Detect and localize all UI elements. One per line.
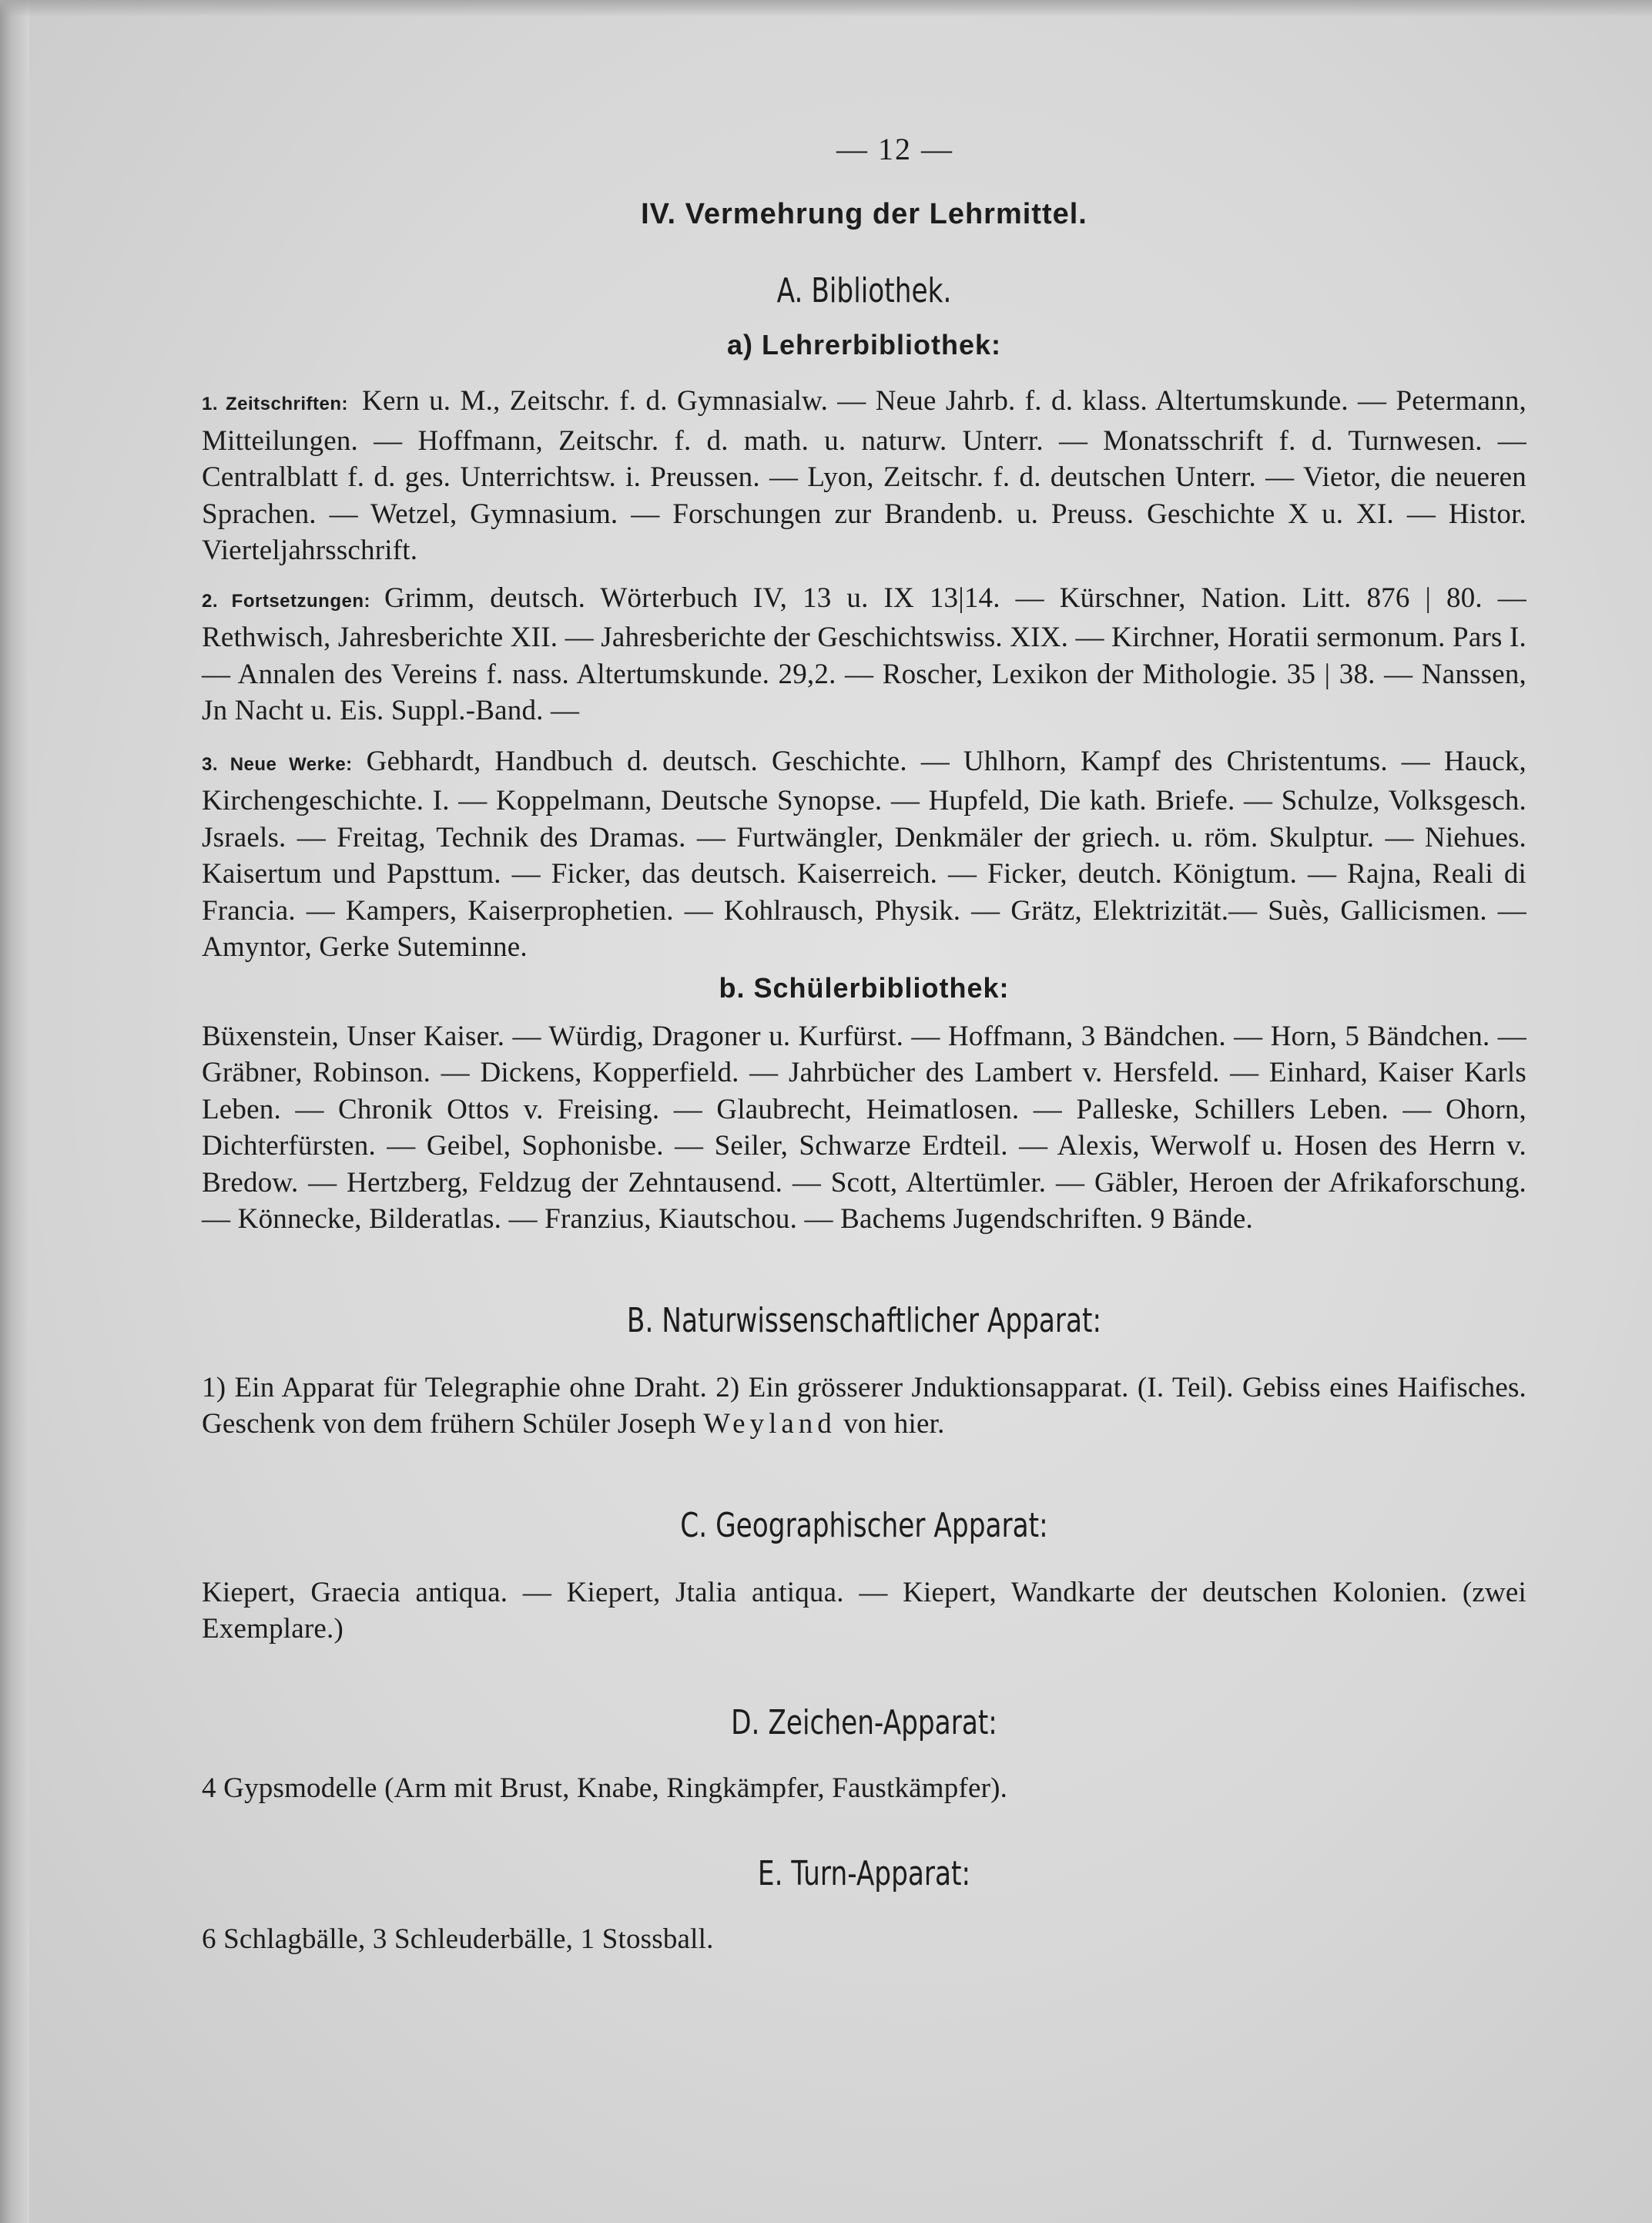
fortsetzungen-label: 2. Fortsetzungen: — [202, 590, 370, 612]
schuelerbibliothek-heading: b. Schülerbibliothek: — [719, 971, 1010, 1004]
turn-apparat-heading: E. Turn-Apparat: — [757, 1854, 971, 1893]
neue-werke-paragraph — [202, 743, 1526, 966]
page-spine-shadow — [0, 0, 29, 2223]
neue-werke-text: Gebhardt, Handbuch d. deutsch. Geschichte. — Uhlhorn, Kampf des Christentums. — Hauck, Kirchengeschichte. I. — Koppelmann, Deutsche Synopse. — Hupfeld, Die kath. Briefe. — Schulze, Volksgesch. Jsraels. — Freitag, Technik des Dramas. — Furtwängler, Denkmäler der griech. u. röm. Skulptur. — Niehues. Kaisertum und Papsttum. — Ficker, das deutsch. Kaiserreich. — Ficker, deutch. Königtum. — Rajna, Reali di Francia. — Kampers, Kaiserprophetien. — Kohlrausch, Physik. — Grätz, Elektrizität.— Suès, Gallicismen. — Amyntor, Gerke Suteminne. — [202, 745, 1526, 963]
bibliothek-heading: A. Bibliothek. — [776, 271, 952, 310]
fortsetzungen-text: Grimm, deutsch. Wörterbuch IV, 13 u. IX 13|14. — Kürschner, Nation. Litt. 876 | 80. — Rethwisch, Jahresberichte XII. — Jahresberichte der Geschichtswiss. XIX. — Kirchner, Horatii sermonum. Pars I. — Annalen des Vereins f. nass. Altertumskunde. 29,2. — Roscher, Lexikon der Mithologie. 35 | 38. — Nanssen, Jn Nacht u. Eis. Suppl.-Band. — — [202, 582, 1526, 726]
naturwiss-apparat-paragraph — [202, 1370, 1526, 1443]
geographischer-apparat-heading: C. Geographischer Apparat: — [680, 1505, 1048, 1545]
zeitschriften-label: 1. Zeitschriften: — [202, 394, 349, 414]
zeitschriften-text: Kern u. M., Zeitschr. f. d. Gymnasialw. — Neue Jahrb. f. d. klass. Altertumskunde. — Petermann, Mitteilungen. — Hoffmann, Zeitschr. f. d. math. u. naturw. Unterr. — Monatsschrift f. d. Turnwesen. — Centralblatt f. d. ges. Unterrichtsw. i. Preussen. — Lyon, Zeitschr. f. d. deutschen Unterr. — Vietor, die neueren Sprachen. — Wetzel, Gymnasium. — Forschungen zur Brandenb. u. Preuss. Geschichte X u. XI. — Histor. Vierteljahrsschrift. — [202, 385, 1527, 566]
donor-name: Weyland — [703, 1408, 836, 1440]
neue-werke-label: 3. Neue Werke: — [202, 753, 353, 775]
geographischer-apparat-paragraph: Kiepert, Graecia antiqua. — Kiepert, Jtalia antiqua. — Kiepert, Wandkarte der deutschen Kolonien. (zwei Exemplare.) — [202, 1576, 1526, 1645]
naturwiss-apparat-heading: B. Naturwissenschaftlicher Apparat: — [626, 1300, 1102, 1340]
zeichen-apparat-heading: D. Zeichen-Apparat: — [731, 1702, 997, 1742]
page-number: — 12 — — [836, 132, 953, 166]
naturwiss-text-after: von hier. — [836, 1408, 945, 1440]
section-title: IV. Vermehrung der Lehrmittel. — [641, 198, 1087, 230]
naturwiss-text-before: 1) Ein Apparat für Telegraphie ohne Draht. 2) Ein grösserer Jnduktionsapparat. (I. Teil). Gebiss eines Haifisches. Geschenk von dem frühern Schüler Joseph — [202, 1371, 1526, 1440]
turn-apparat-paragraph: 6 Schlagbälle, 3 Schleuderbälle, 1 Stossball. — [202, 1923, 714, 1955]
page-content — [202, 131, 1526, 1958]
fortsetzungen-paragraph — [202, 580, 1526, 729]
lehrerbibliothek-heading: a) Lehrerbibliothek: — [726, 329, 1002, 360]
schuelerbibliothek-paragraph: Büxenstein, Unser Kaiser. — Würdig, Dragoner u. Kurfürst. — Hoffmann, 3 Bändchen. — Horn, 5 Bändchen. — Gräbner, Robinson. — Dickens, Kopperfield. — Jahrbücher des Lambert v. Hersfeld. — Einhard, Kaiser Karls Leben. — Chronik Ottos v. Freising. — Glaubrecht, Heimatlosen. — Palleske, Schillers Leben. — Ohorn, Dichterfürsten. — Geibel, Sophonisbe. — Seiler, Schwarze Erdteil. — Alexis, Werwolf u. Hosen des Herrn v. Bredow. — Hertzberg, Feldzug der Zehntausend. — Scott, Altertümler. — Gäbler, Heroen der Afrikaforschung. — Könnecke, Bilderatlas. — Franzius, Kiautschou. — Bachems Jugendschriften. 9 Bände. — [202, 1020, 1526, 1235]
page-top-edge — [0, 0, 1652, 17]
zeitschriften-paragraph — [202, 383, 1526, 569]
zeichen-apparat-paragraph: 4 Gypsmodelle (Arm mit Brust, Knabe, Ringkämpfer, Faustkämpfer). — [202, 1772, 1008, 1804]
